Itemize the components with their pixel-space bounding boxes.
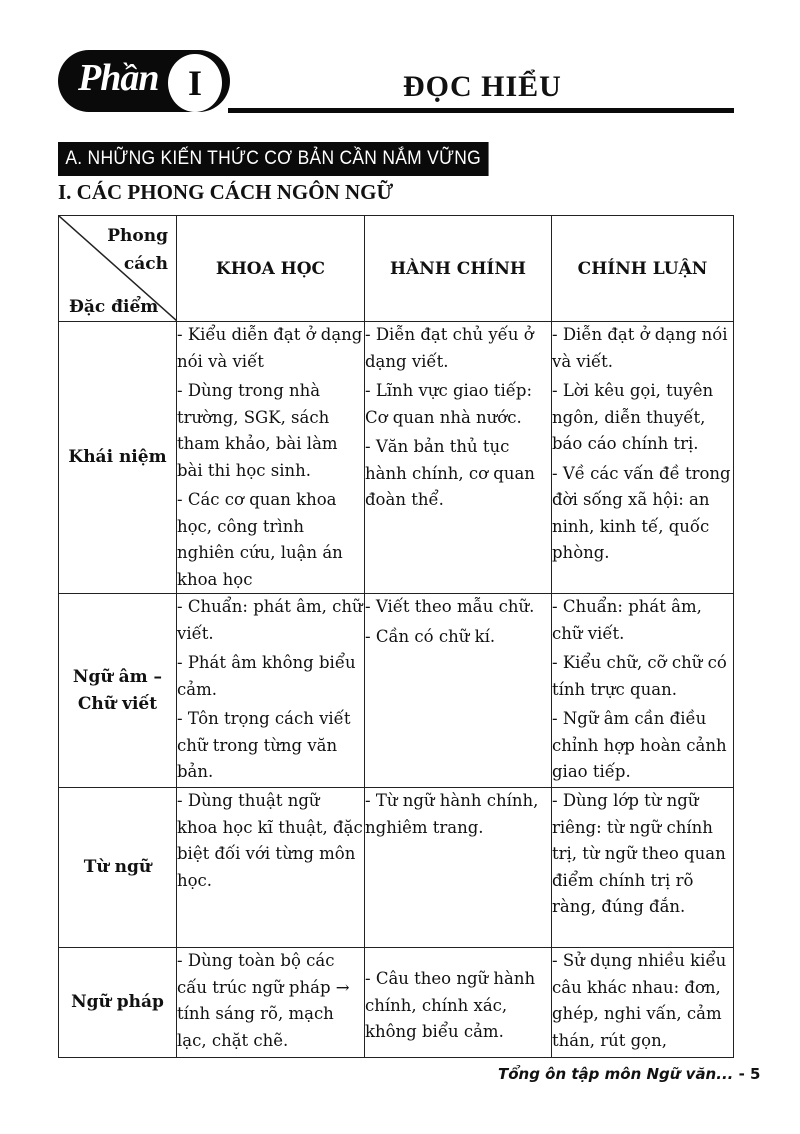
row-label-line: Ngữ pháp (71, 992, 164, 1012)
corner-cell (59, 216, 177, 322)
cell-bullet: - Diễn đạt chủ yếu ở dạng viết. (365, 325, 534, 371)
corner-top-label (107, 222, 168, 278)
column-header: KHOA HỌC (177, 216, 365, 322)
table-row (59, 788, 734, 948)
cell-bullet: - Dùng trong nhà trường, SGK, sách tham khảo, bài làm bài thi học sinh. (177, 381, 338, 480)
footer-separator: - (733, 1065, 751, 1083)
row-label-line: Chữ viết (77, 693, 158, 714)
cell-bullet: - Từ ngữ hành chính, nghiêm trang. (365, 791, 539, 837)
table-cell (365, 594, 552, 788)
styles-table (58, 215, 734, 1058)
table-cell (177, 322, 365, 594)
row-label-line: Ngữ âm – (72, 666, 163, 687)
badge-number: I (168, 54, 222, 112)
cell-bullet: - Ngữ âm cần điều chỉnh hợp hoàn cảnh giao tiếp. (552, 709, 727, 781)
table-cell (552, 948, 734, 1058)
cell-bullet: - Phát âm không biểu cảm. (177, 653, 356, 699)
table-cell (177, 948, 365, 1058)
page-number: 5 (750, 1065, 761, 1083)
table-header-row (59, 216, 734, 322)
cell-bullet: - Kiểu chữ, cỡ chữ có tính trực quan. (552, 653, 727, 699)
table-cell (177, 788, 365, 948)
cell-bullet: - Cần có chữ kí. (365, 626, 496, 646)
header-rule (228, 108, 734, 113)
table-cell (177, 594, 365, 788)
part-header (58, 50, 734, 120)
column-header: HÀNH CHÍNH (365, 216, 552, 322)
table-cell (552, 322, 734, 594)
corner-top-line1: Phong (107, 226, 168, 246)
table-cell (365, 788, 552, 948)
corner-bottom-label: Đặc điểm (69, 297, 159, 317)
row-label (59, 322, 177, 594)
row-label (59, 948, 177, 1058)
part-title: ĐỌC HIỂU (403, 70, 562, 103)
page-footer (498, 1065, 760, 1083)
cell-bullet: - Kiểu diễn đạt ở dạng nói và viết (177, 325, 363, 371)
table-row (59, 948, 734, 1058)
column-header: CHÍNH LUẬN (552, 216, 734, 322)
row-label-line: Từ ngữ (83, 857, 152, 877)
cell-bullet: - Dùng thuật ngữ khoa học kĩ thuật, đặc biệt đối với từng môn học. (177, 791, 363, 890)
subtitle: I. CÁC PHONG CÁCH NGÔN NGỮ (58, 180, 394, 204)
section-heading: A. NHỮNG KIẾN THỨC CƠ BẢN CẦN NẮM VỮNG (58, 142, 488, 176)
cell-bullet: - Các cơ quan khoa học, công trình nghiên cứu, luận án khoa học (177, 490, 343, 589)
corner-top-line2: cách (123, 254, 168, 274)
cell-bullet: - Văn bản thủ tục hành chính, cơ quan đoàn thể. (365, 437, 535, 509)
cell-bullet: - Lĩnh vực giao tiếp: Cơ quan nhà nước. (365, 381, 533, 427)
footer-book-title: Tổng ôn tập môn Ngữ văn... (498, 1065, 734, 1083)
table-cell (365, 948, 552, 1058)
cell-bullet: - Tôn trọng cách viết chữ trong từng văn bản. (177, 709, 351, 781)
cell-bullet: - Chuẩn: phát âm, chữ viết. (552, 597, 702, 643)
cell-bullet: - Dùng toàn bộ các cấu trúc ngữ pháp → tính sáng rõ, mạch lạc, chặt chẽ. (177, 951, 350, 1050)
cell-bullet: - Chuẩn: phát âm, chữ viết. (177, 597, 363, 643)
table-row (59, 322, 734, 594)
row-label (59, 594, 177, 788)
cell-bullet: - Lời kêu gọi, tuyên ngôn, diễn thuyết, báo cáo chính trị. (552, 381, 714, 453)
badge-word: Phần (78, 57, 159, 99)
table-cell (365, 322, 552, 594)
table-cell (552, 788, 734, 948)
cell-bullet: - Sử dụng nhiều kiểu câu khác nhau: đơn, ghép, nghi vấn, cảm thán, rút gọn, (552, 951, 727, 1050)
cell-bullet: - Câu theo ngữ hành chính, chính xác, không biểu cảm. (365, 969, 536, 1041)
table-row (59, 594, 734, 788)
cell-bullet: - Về các vấn đề trong đời sống xã hội: an ninh, kinh tế, quốc phòng. (552, 463, 731, 562)
row-label-line: Khái niệm (68, 447, 167, 467)
row-label (59, 788, 177, 948)
part-badge (58, 50, 230, 112)
cell-bullet: - Dùng lớp từ ngữ riêng: từ ngữ chính trị, từ ngữ theo quan điểm chính trị rõ ràng, đúng đắn. (552, 791, 726, 916)
table-cell (552, 594, 734, 788)
cell-bullet: - Diễn đạt ở dạng nói và viết. (552, 325, 728, 371)
cell-bullet: - Viết theo mẫu chữ. (365, 597, 535, 616)
